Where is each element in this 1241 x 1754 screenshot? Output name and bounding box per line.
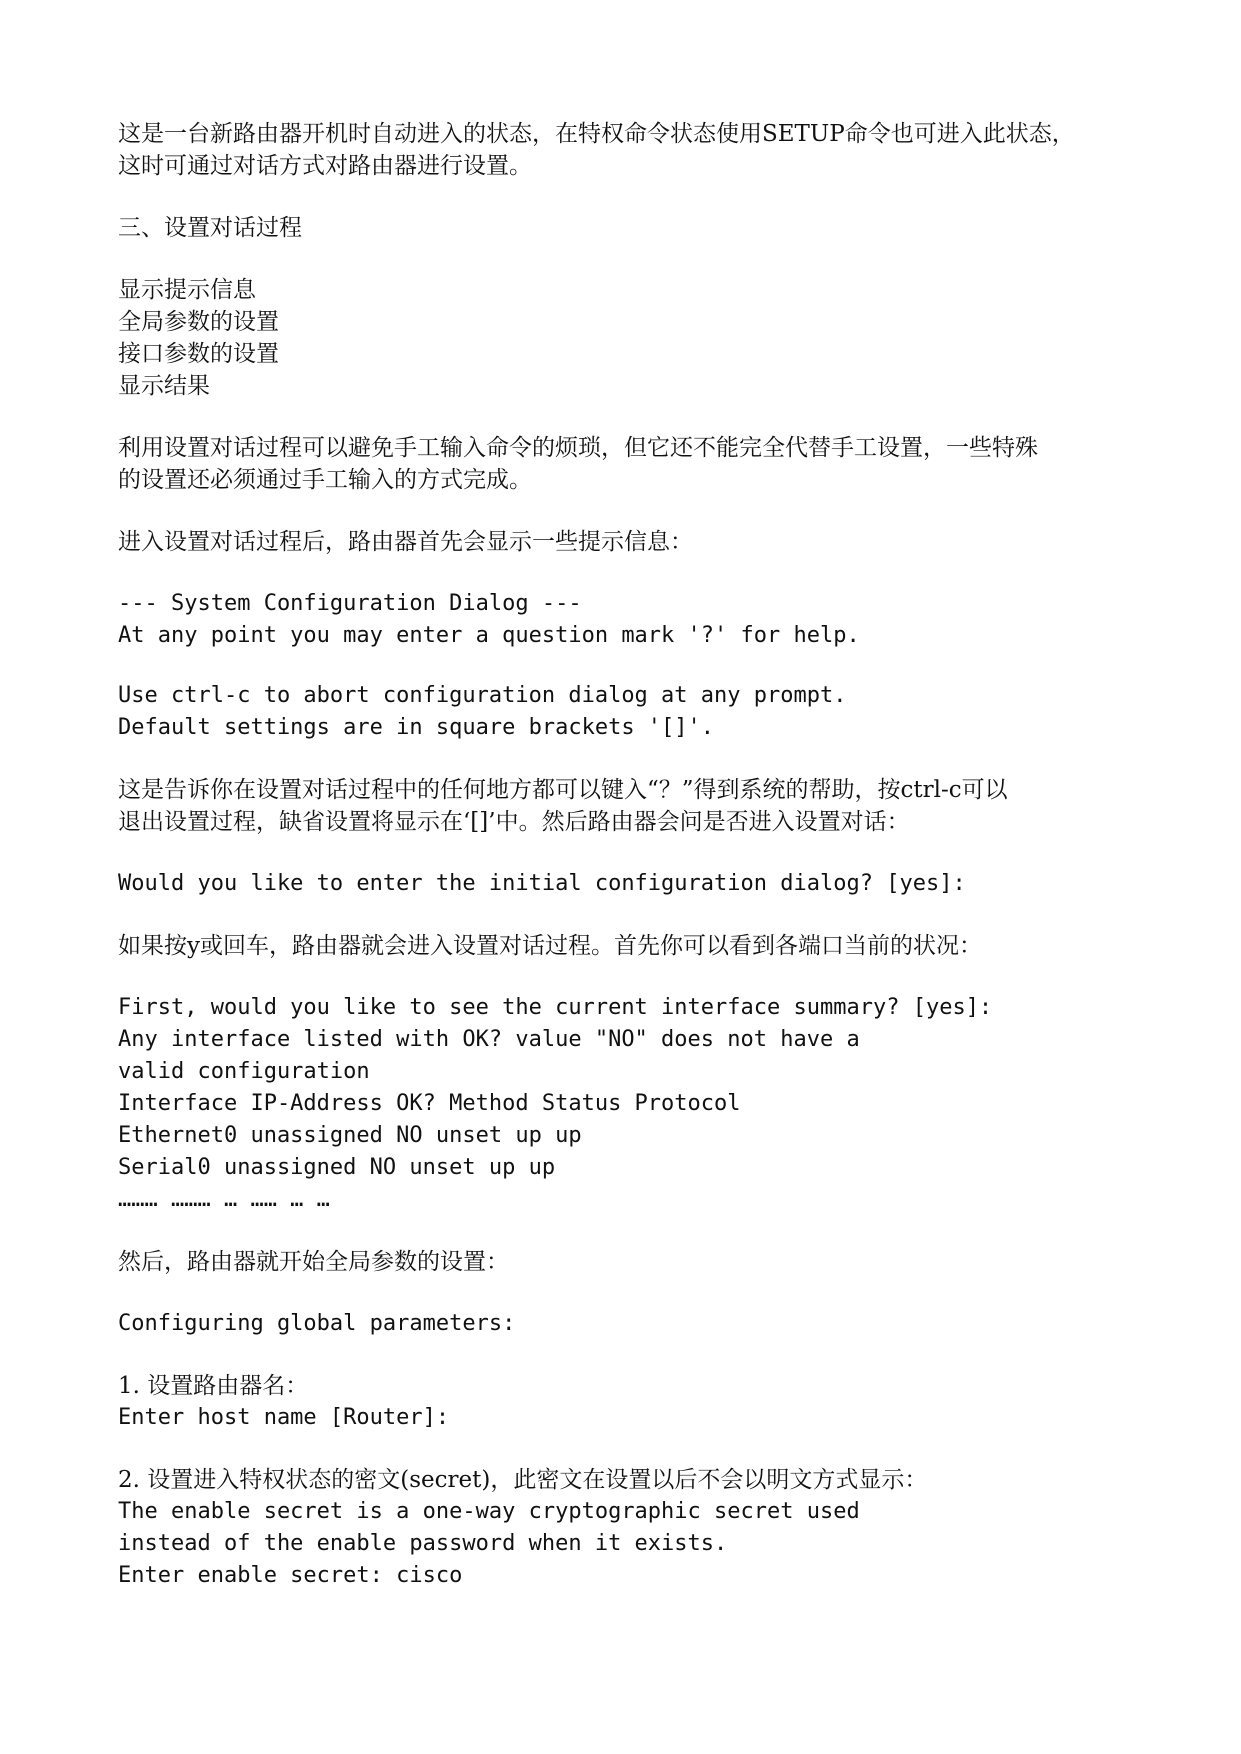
console-line: At any point you may enter a question mark '?' for help.: [118, 623, 860, 648]
console-line: Use ctrl-c to abort configuration dialog at any prompt.: [118, 683, 847, 708]
paragraph-line: 然后，路由器就开始全局参数的设置：: [118, 1249, 509, 1275]
paragraph-line: 进入设置对话过程后，路由器首先会显示一些提示信息：: [118, 529, 693, 555]
numbered-heading: 1. 设置路由器名：: [118, 1373, 309, 1399]
console-line: Configuring global parameters:: [118, 1311, 516, 1336]
step-item: 全局参数的设置: [118, 309, 279, 335]
step-item: 接口参数的设置: [118, 341, 279, 367]
console-line: Enter host name [Router]:: [118, 1405, 450, 1430]
step-item: 显示结果: [118, 373, 210, 399]
console-line: Ethernet0 unassigned NO unset up up: [118, 1123, 582, 1148]
console-line: ……… ……… … …… … …: [118, 1187, 330, 1212]
console-line: The enable secret is a one-way cryptographic secret used: [118, 1499, 860, 1524]
paragraph-line: 利用设置对话过程可以避免手工输入命令的烦琐，但它还不能完全代替手工设置，一些特殊: [118, 435, 1038, 461]
console-line: Serial0 unassigned NO unset up up: [118, 1155, 556, 1180]
console-line: instead of the enable password when it exists.: [118, 1531, 728, 1556]
section-title: 三、设置对话过程: [118, 215, 302, 241]
console-line: Any interface listed with OK? value "NO" does not have a: [118, 1027, 860, 1052]
console-line: Default settings are in square brackets '[]'.: [118, 715, 715, 740]
intro-line-2: 这时可通过对话方式对路由器进行设置。: [118, 153, 532, 179]
console-line: Enter enable secret: cisco: [118, 1563, 463, 1588]
paragraph-line: 这是告诉你在设置对话过程中的任何地方都可以键入“？”得到系统的帮助，按ctrl-c可以: [118, 777, 1008, 803]
console-line: Would you like to enter the initial configuration dialog? [yes]:: [118, 871, 966, 896]
paragraph-line: 如果按y或回车，路由器就会进入设置对话过程。首先你可以看到各端口当前的状况：: [118, 933, 982, 959]
console-line: --- System Configuration Dialog ---: [118, 591, 582, 616]
document-page: [118, 118, 1128, 1592]
paragraph-line: 的设置还必须通过手工输入的方式完成。: [118, 467, 532, 493]
console-line: First, would you like to see the current interface summary? [yes]:: [118, 995, 993, 1020]
console-line: valid configuration: [118, 1059, 370, 1084]
intro-line-1: 这是一台新路由器开机时自动进入的状态，在特权命令状态使用SETUP命令也可进入此状态，: [118, 121, 1075, 147]
paragraph-line: 退出设置过程，缺省设置将显示在‘[]’中。然后路由器会问是否进入设置对话：: [118, 809, 910, 835]
console-line: Interface IP-Address OK? Method Status Protocol: [118, 1091, 741, 1116]
step-item: 显示提示信息: [118, 277, 256, 303]
numbered-heading: 2. 设置进入特权状态的密文(secret)，此密文在设置以后不会以明文方式显示：: [118, 1467, 928, 1493]
